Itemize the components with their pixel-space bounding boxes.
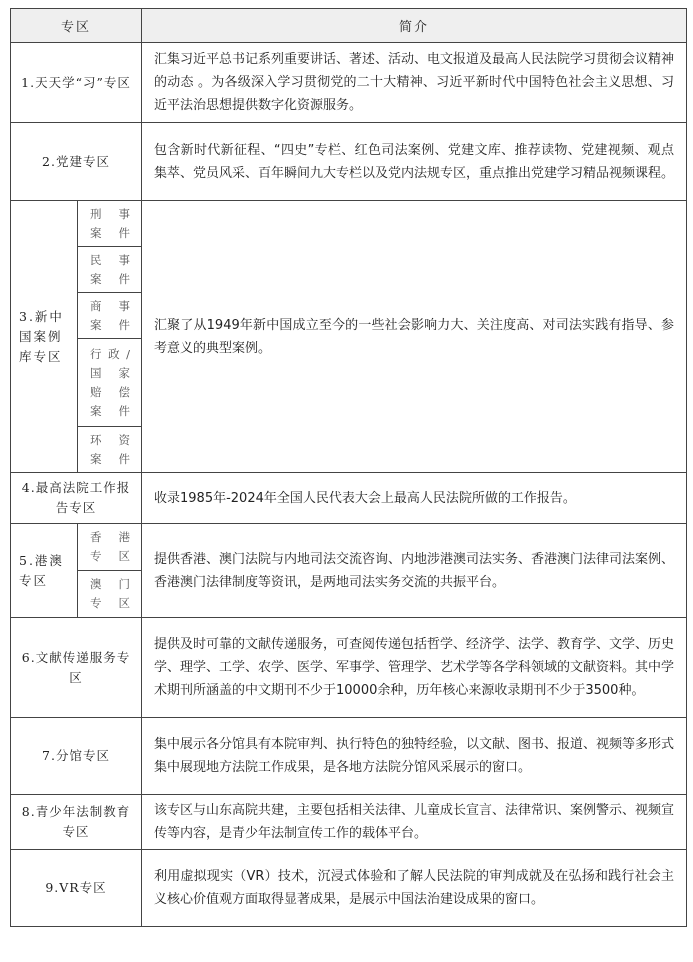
desc-cell: 汇聚了从1949年新中国成立至今的一些社会影响力大、关注度高、对司法实践有指导、参考意义的典型案例。 <box>142 201 687 473</box>
sub-zone-cell: 商事案件 <box>78 293 142 339</box>
sub-zone-cell: 澳门专区 <box>78 571 142 618</box>
area-cell: 8.青少年法制教育专区 <box>11 795 142 850</box>
area-cell: 6.文献传递服务专区 <box>11 618 142 718</box>
area-cell: 4.最高法院工作报告专区 <box>11 473 142 524</box>
sub-zone-cell: 香港专区 <box>78 524 142 571</box>
area-cell: 9.VR专区 <box>11 850 142 927</box>
header-area: 专区 <box>11 9 142 43</box>
area-cell: 1.天天学“习”专区 <box>11 43 142 123</box>
area-cell: 7.分馆专区 <box>11 718 142 795</box>
desc-cell: 收录1985年-2024年全国人民代表大会上最高人民法院所做的工作报告。 <box>142 473 687 524</box>
sub-zone-cell: 环资案件 <box>78 427 142 473</box>
table-row <box>11 795 687 850</box>
area-cell: 2.党建专区 <box>11 123 142 201</box>
header-intro: 简介 <box>142 9 687 43</box>
table-row <box>11 524 687 571</box>
desc-cell: 汇集习近平总书记系列重要讲话、著述、活动、电文报道及最高人民法院学习贯彻会议精神的动态 。为各级深入学习贯彻党的二十大精神、习近平新时代中国特色社会主义思想、习近平法治思想提供数字化资源服务。 <box>142 43 687 123</box>
table-row <box>11 123 687 201</box>
table-header-row <box>11 9 687 43</box>
table-row <box>11 618 687 718</box>
table-row <box>11 201 687 247</box>
area-cell: 5.港澳专区 <box>11 524 78 618</box>
area-cell: 3.新中国案例库专区 <box>11 201 78 473</box>
sub-zone-cell: 行政/国家赔偿案件 <box>78 339 142 427</box>
desc-cell: 该专区与山东高院共建，主要包括相关法律、儿童成长宣言、法律常识、案例警示、视频宣传等内容，是青少年法制宣传工作的载体平台。 <box>142 795 687 850</box>
desc-cell: 提供及时可靠的文献传递服务，可查阅传递包括哲学、经济学、法学、教育学、文学、历史学、理学、工学、农学、医学、军事学、管理学、艺术学等各学科领域的文献资料。其中学术期刊所涵盖的中文期刊不少于10000余种，历年核心来源收录期刊不少于3500种。 <box>142 618 687 718</box>
table-row <box>11 718 687 795</box>
desc-cell: 利用虚拟现实（VR）技术，沉浸式体验和了解人民法院的审判成就及在弘扬和践行社会主义核心价值观方面取得显著成果，是展示中国法治建设成果的窗口。 <box>142 850 687 927</box>
desc-cell: 集中展示各分馆具有本院审判、执行特色的独特经验，以文献、图书、报道、视频等多形式集中展现地方法院工作成果，是各地方法院分馆风采展示的窗口。 <box>142 718 687 795</box>
sub-zone-cell: 刑事案件 <box>78 201 142 247</box>
table-row <box>11 473 687 524</box>
zone-table <box>10 8 687 927</box>
table-row <box>11 850 687 927</box>
desc-cell: 包含新时代新征程、“四史”专栏、红色司法案例、党建文库、推荐读物、党建视频、观点集萃、党员风采、百年瞬间九大专栏以及党内法规专区，重点推出党建学习精品视频课程。 <box>142 123 687 201</box>
table-row <box>11 43 687 123</box>
sub-zone-cell: 民事案件 <box>78 247 142 293</box>
desc-cell: 提供香港、澳门法院与内地司法交流咨询、内地涉港澳司法实务、香港澳门法律司法案例、香港澳门法律制度等资讯，是两地司法实务交流的共振平台。 <box>142 524 687 618</box>
